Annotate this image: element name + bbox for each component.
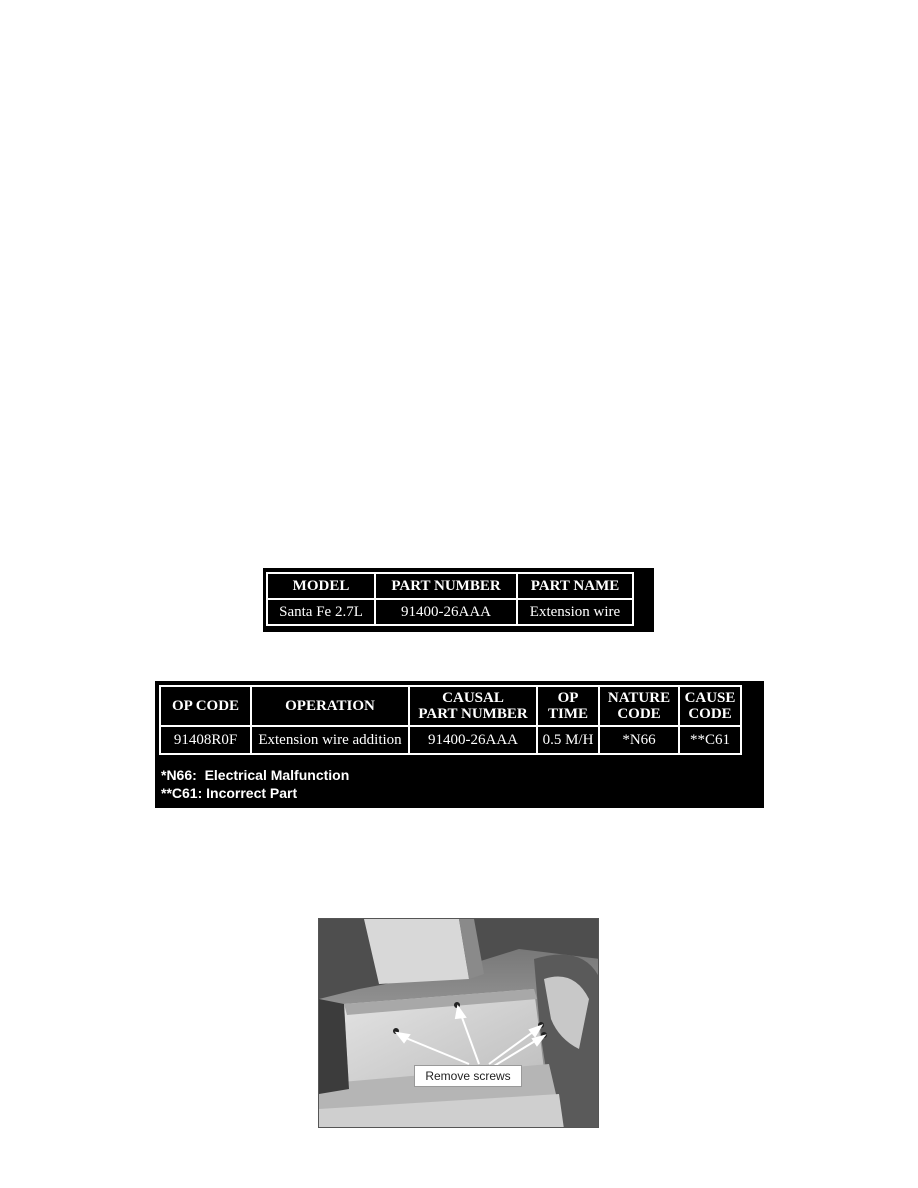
cell-op-code: 91408R0F [160,726,251,754]
labor-table-panel [155,681,764,808]
photo-illustration [319,919,599,1128]
labor-table [159,685,742,755]
header-part-name: PART NAME [517,573,633,599]
header-nature-code: NATURE CODE [599,686,679,726]
header-model: MODEL [267,573,375,599]
cell-part-number: 91400-26AAA [375,599,517,625]
vehicle-interior-photo [318,918,599,1128]
cell-op-time: 0.5 M/H [537,726,599,754]
footnote-cause-code: **C61: Incorrect Part [161,785,298,801]
header-op-code: OP CODE [160,686,251,726]
cell-cause-code: **C61 [679,726,741,754]
parts-table-panel [263,568,654,632]
cell-operation: Extension wire addition [251,726,409,754]
table-row [160,726,741,754]
table-row [267,599,633,625]
header-operation: OPERATION [251,686,409,726]
parts-table-header-row [267,573,633,599]
labor-table-header-row [160,686,741,726]
cell-nature-code: *N66 [599,726,679,754]
header-cause-code: CAUSE CODE [679,686,741,726]
header-causal-part-number: CAUSAL PART NUMBER [409,686,537,726]
header-part-number: PART NUMBER [375,573,517,599]
remove-screws-callout: Remove screws [414,1065,522,1087]
cell-model: Santa Fe 2.7L [267,599,375,625]
header-op-time: OP TIME [537,686,599,726]
cell-part-name: Extension wire [517,599,633,625]
cell-causal-part-number: 91400-26AAA [409,726,537,754]
parts-table [266,572,634,626]
footnote-nature-code: *N66: Electrical Malfunction [161,767,350,783]
